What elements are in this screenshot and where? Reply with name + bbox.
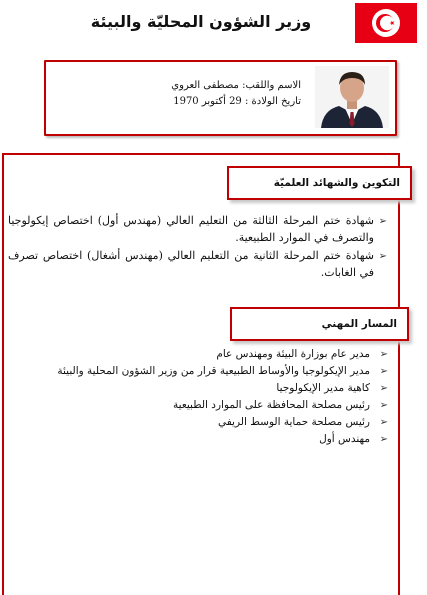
checkmark-arrow-icon: ➢: [379, 349, 388, 360]
career-item-text: مدير الإيكولوجيا والأوساط الطبيعية قرار من وزير الشؤون المحلية والبيئة: [57, 365, 370, 377]
checkmark-arrow-icon: ➢: [379, 366, 388, 377]
birth-date-line: تاريخ الولادة : 29 أكتوبر 1970: [173, 96, 301, 107]
page-title: وزير الشؤون المحليّة والبيئة: [90, 12, 312, 31]
checkmark-arrow-icon: ➢: [379, 434, 388, 445]
profile-info: [171, 78, 301, 110]
education-item-text: شهادة ختم المرحلة الثانية من التعليم العالي (مهندس أشغال) اختصاص تصرف في الغابات.: [8, 249, 374, 279]
education-item-text: شهادة ختم المرحلة الثالثة من التعليم العالي (مهندس أول) اختصاص إيكولوجيا والتصرف في الموارد الطبيعية.: [8, 214, 374, 244]
profile-card: [44, 60, 397, 136]
career-item-text: مهندس أول: [319, 433, 370, 445]
career-section-header: المسار المهني: [230, 307, 409, 341]
name-line: الاسم واللقب: مصطفى العروي: [171, 80, 301, 91]
checkmark-arrow-icon: ➢: [378, 216, 387, 227]
career-item-text: رئيس مصلحة المحافظة على الموارد الطبيعية: [173, 399, 370, 411]
tunisia-flag-icon: [355, 3, 417, 43]
education-section-header: التكوين والشهائد العلميّة: [227, 166, 412, 200]
education-list: [8, 212, 387, 282]
list-item: [28, 380, 390, 396]
list-item: [8, 247, 387, 281]
career-item-text: مدير عام بوزارة البيئة ومهندس عام: [216, 348, 370, 360]
checkmark-arrow-icon: ➢: [378, 251, 387, 262]
list-item: [28, 431, 390, 447]
checkmark-arrow-icon: ➢: [379, 383, 388, 394]
list-item: [28, 414, 390, 430]
career-list: [28, 346, 390, 448]
checkmark-arrow-icon: ➢: [379, 417, 388, 428]
checkmark-arrow-icon: ➢: [379, 400, 388, 411]
portrait-photo: [315, 66, 389, 128]
list-item: [28, 346, 390, 362]
list-item: [28, 397, 390, 413]
list-item: [8, 212, 387, 246]
career-item-text: رئيس مصلحة حماية الوسط الريفي: [217, 416, 370, 428]
list-item: [28, 363, 390, 379]
career-item-text: كاهية مدير الإيكولوجيا: [276, 382, 370, 394]
